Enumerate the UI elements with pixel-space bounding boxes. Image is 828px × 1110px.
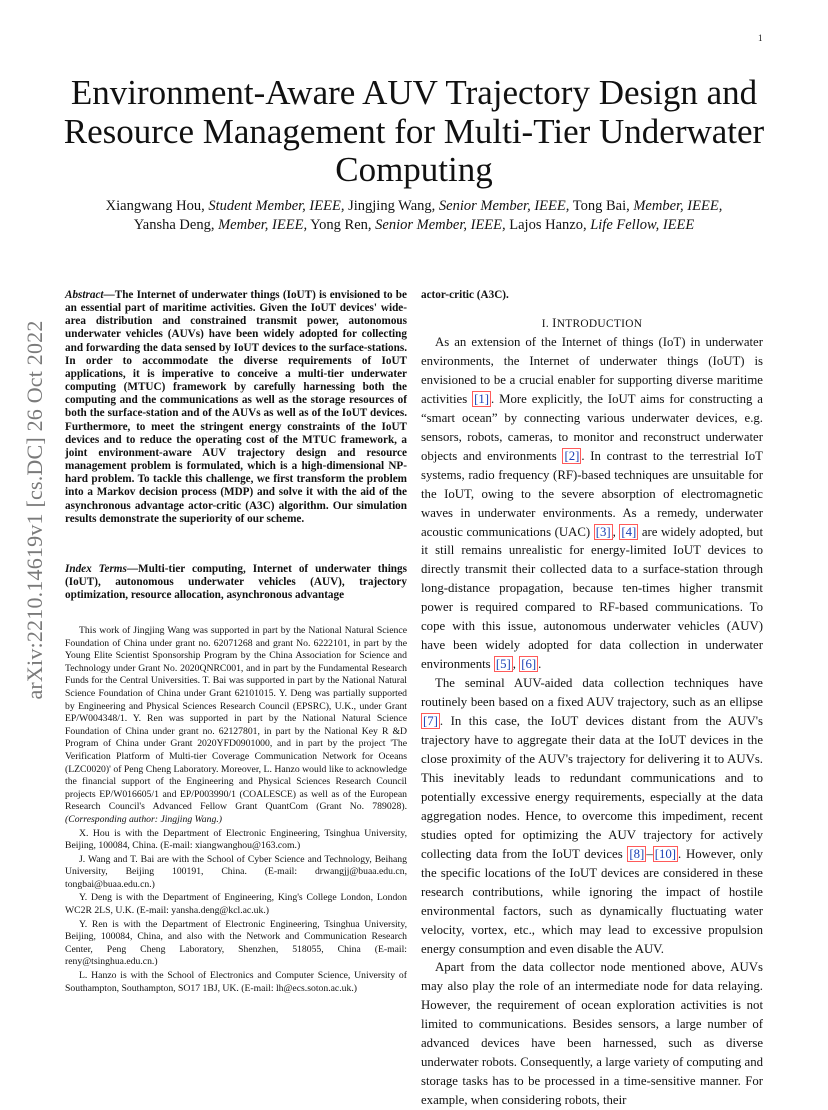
footnote-funding: [65, 625, 407, 827]
abstract-label: Abstract: [65, 289, 104, 301]
footnote-affiliation: Y. Deng is with the Department of Engineering, King's College London, London WC2R 2LS, U.K. (E-mail: yansha.deng@kcl.ac.uk.): [65, 892, 407, 917]
section-heading: [421, 316, 763, 331]
paragraph-text: As an extension of the Internet of things (IoT) in underwater environments, the Internet of underwater things (IoUT) is envisioned to be a crucial enabler for supporting diverse maritime activities: [421, 335, 763, 406]
author-affiliation: Senior Member, IEEE,: [375, 217, 506, 233]
footnote-affiliation: X. Hou is with the Department of Electronic Engineering, Tsinghua University, Beijing, 100084, China. (E-mail: xiangwanghou@163.com.): [65, 827, 407, 852]
author-name: Tong Bai,: [569, 198, 634, 214]
introduction-body: [421, 333, 763, 1110]
author-name: Yansha Deng,: [133, 217, 219, 233]
paragraph-text: ,: [512, 657, 520, 672]
author-affiliation: Member, IEEE,: [218, 217, 308, 233]
author-name: Xiangwang Hou,: [105, 198, 209, 214]
index-terms-label: Index Terms: [65, 563, 127, 575]
citation-link[interactable]: [10]: [654, 846, 677, 861]
paragraph-text: are widely adopted, but it still remains unrealistic for energy-limited IoUT devices to directly transmit their collected data to a surface-station through long-distance propagation, because ten-times higher transmit power is required compared to RF-based communications. To cope with this issue, autonomous underwater vehicles (AUV) have been widely adopted for data collection in underwater environments: [421, 524, 763, 672]
section-title-rest: NTRODUCTION: [556, 318, 643, 330]
index-terms-text: —Multi-tier computing, Internet of underwater things (IoUT), autonomous underwater vehicles (AUV), trajectory optimization, resource allocation, asynchronous advantage: [65, 563, 407, 602]
paragraph: [421, 333, 763, 674]
author-affiliation: Member, IEEE,: [633, 198, 723, 214]
page-number: 1: [758, 33, 763, 43]
arxiv-stamp-text: arXiv:2210.14619v1 [cs.DC] 26 Oct 2022: [22, 320, 47, 700]
corresponding-author-note: (Corresponding author: Jingjing Wang.): [65, 813, 222, 825]
paragraph-text: The seminal AUV-aided data collection techniques have routinely been based on a fixed AUV trajectory, such as an ellipse: [421, 676, 763, 710]
paragraph-text: ,: [612, 524, 620, 539]
citation-link[interactable]: [8]: [629, 846, 645, 861]
paragraph: Apart from the data collector node mentioned above, AUVs may also play the role of an intermediate node for data relaying. However, the requirement of ocean exploration activities is not limited to communications. Besides sensors, a large number of advanced devices have been harnessed, such as diverse underwater robots. Consequently, a large variety of computing and storage tasks has to be processed in a time-sensitive manner. For example, when considering robots, their: [421, 960, 763, 1108]
author-affiliation: Student Member, IEEE,: [208, 198, 345, 214]
paragraph: [421, 674, 763, 958]
paragraph-text: .: [538, 657, 542, 672]
paragraph-text: . However, only the specific locations of the IoUT devices are considered in these research contributions, while ignoring the impact of hostile environmental factors, such as dynamically fluctuating water velocity, vortex, etc., which may lead to excessive propulsion energy consumption and even disable the AUV.: [421, 846, 763, 956]
footnote-affiliation: Y. Ren is with the Department of Electronic Engineering, Tsinghua University, Beijing, 100084, China, and also with the Network and Communication Research Center, Peng Cheng Laboratory, Shenzhen, 518055, China (E-mail: reny@tsinghua.edu.cn.): [65, 918, 407, 968]
footnote-affiliation: J. Wang and T. Bai are with the School of Cyber Science and Technology, Beihang University, Beijing 100191, China. (E-mail: drwangjj@buaa.edu.cn, tongbai@buaa.edu.cn.): [65, 853, 407, 890]
arxiv-stamp: [20, 285, 50, 735]
footnote-affiliation: L. Hanzo is with the School of Electronics and Computer Science, University of Southampton, Southampton, SO17 1BJ, UK. (E-mail: lh@ecs.soton.ac.uk.): [65, 970, 407, 994]
citation-link[interactable]: [1]: [474, 391, 490, 406]
author-name: Jingjing Wang,: [344, 198, 439, 214]
author-affiliation: Life Fellow, IEEE: [590, 217, 695, 233]
paragraph-text: . More explicitly, the IoUT aims for constructing a “smart ocean” by connecting various underwater devices, e.g. sensors, robots, cameras, to monitor and reconstruct underwater objects and environments: [421, 391, 763, 463]
citation-link[interactable]: [4]: [621, 524, 637, 539]
citation-link[interactable]: [2]: [564, 448, 580, 463]
section-number: I.: [541, 318, 553, 330]
index-terms-continued: actor-critic (A3C).: [421, 289, 509, 301]
footnote-funding-text: This work of Jingjing Wang was supported in part by the National Natural Science Foundation of China under grant no. 62071268 and grant No. 6222101, in part by the Young Elite Scientist Sponsorship Program by the China Association for Science and Technology under Grant No. 2020QNRC001, and in part by the Fundamental Research Funds for the Central Universities. T. Bai was supported in part by the National Natural Science Foundation of China under Grant 62101015. Y. Deng was partially supported by Engineering and Physical Sciences Research Council (EPSRC), U.K., under Grant EP/W004348/1. Y. Ren was supported in part by the National Natural Science Foundation of China under grant no. 62127801, in part by the National Key R &D Program of China under Grant 2020YFD0901000, and in part by the project 'The Verification Platform of Multi-tier Coverage Communication Network for Oceans (LZC0020)' of Peng Cheng Laboratory. Moreover, L. Hanzo would like to acknowledge the financial support of the Engineering and Physical Sciences Research Council projects EP/W016605/1 and EP/P003990/1 (COALESCE) as well as of the European Research Council's Advanced Fellow Grant QuantCom (Grant No. 789028).: [65, 625, 407, 813]
citation-link[interactable]: [5]: [495, 657, 511, 672]
author-affiliation: Senior Member, IEEE,: [438, 198, 570, 214]
citation-link[interactable]: [3]: [595, 524, 611, 539]
index-terms: [65, 563, 407, 602]
abstract: [65, 289, 407, 526]
footnotes: [65, 625, 407, 995]
author-name: Lajos Hanzo,: [505, 217, 591, 233]
range-dash: –: [646, 846, 653, 861]
citation-link[interactable]: [7]: [423, 714, 438, 729]
paragraph-text: . In this case, the IoUT devices distant from the AUV's trajectory have to aggregate their data at the IoUT devices in the close proximity of the AUV's trajectory for delivering it to AUVs. This inevitably leads to redundant communications and to potentially excessive energy requirements, especially at the data aggregation nodes. Hence, to overcome this impediment, recent studies opted for optimizing the AUV trajectory for actively collecting data from the IoUT devices: [421, 714, 763, 861]
author-list: [64, 197, 764, 235]
paper-title: Environment-Aware AUV Trajectory Design and Resource Management for Multi-Tier Underwater Computing: [63, 73, 765, 189]
abstract-text: —The Internet of underwater things (IoUT) is envisioned to be an essential part of maritime activities. Given the IoUT devices' wide-area distribution and constrained transmit power, autonomous underwater vehicles (AUVs) have been widely adopted for collecting and forwarding the data sensed by IoUT devices to the surface-stations. In order to accommodate the diverse requirements of IoUT applications, it is imperative to conceive a multi-tier underwater computing (MTUC) framework by carefully harnessing both the computing and the communications as well as the storage resources of both the surface-station and of the AUVs as well as of the IoUT devices. Furthermore, to meet the stringent energy constraints of the IoUT devices and to reduce the operating cost of the MTUC framework, a joint environment-aware AUV trajectory design and resource management problem is formulated, which is a high-dimensional NP-hard problem. To tackle this challenge, we first transform the problem into a Markov decision process (MDP) and solve it with the aid of the asynchronous advantage actor-critic (A3C) algorithm. Our simulation results demonstrate the superiority of our scheme.: [65, 289, 407, 525]
section-title-initial: I: [552, 316, 557, 330]
author-name: Yong Ren,: [307, 217, 376, 233]
citation-link[interactable]: [6]: [521, 657, 537, 672]
paragraph-text: . In contrast to the terrestrial IoT systems, radio frequency (RF)-based techniques are unsuitable for the IoUT, owing to the severe absorption of electromagnetic waves in underwater environments. As a remedy, underwater acoustic communications (UAC): [421, 448, 764, 539]
